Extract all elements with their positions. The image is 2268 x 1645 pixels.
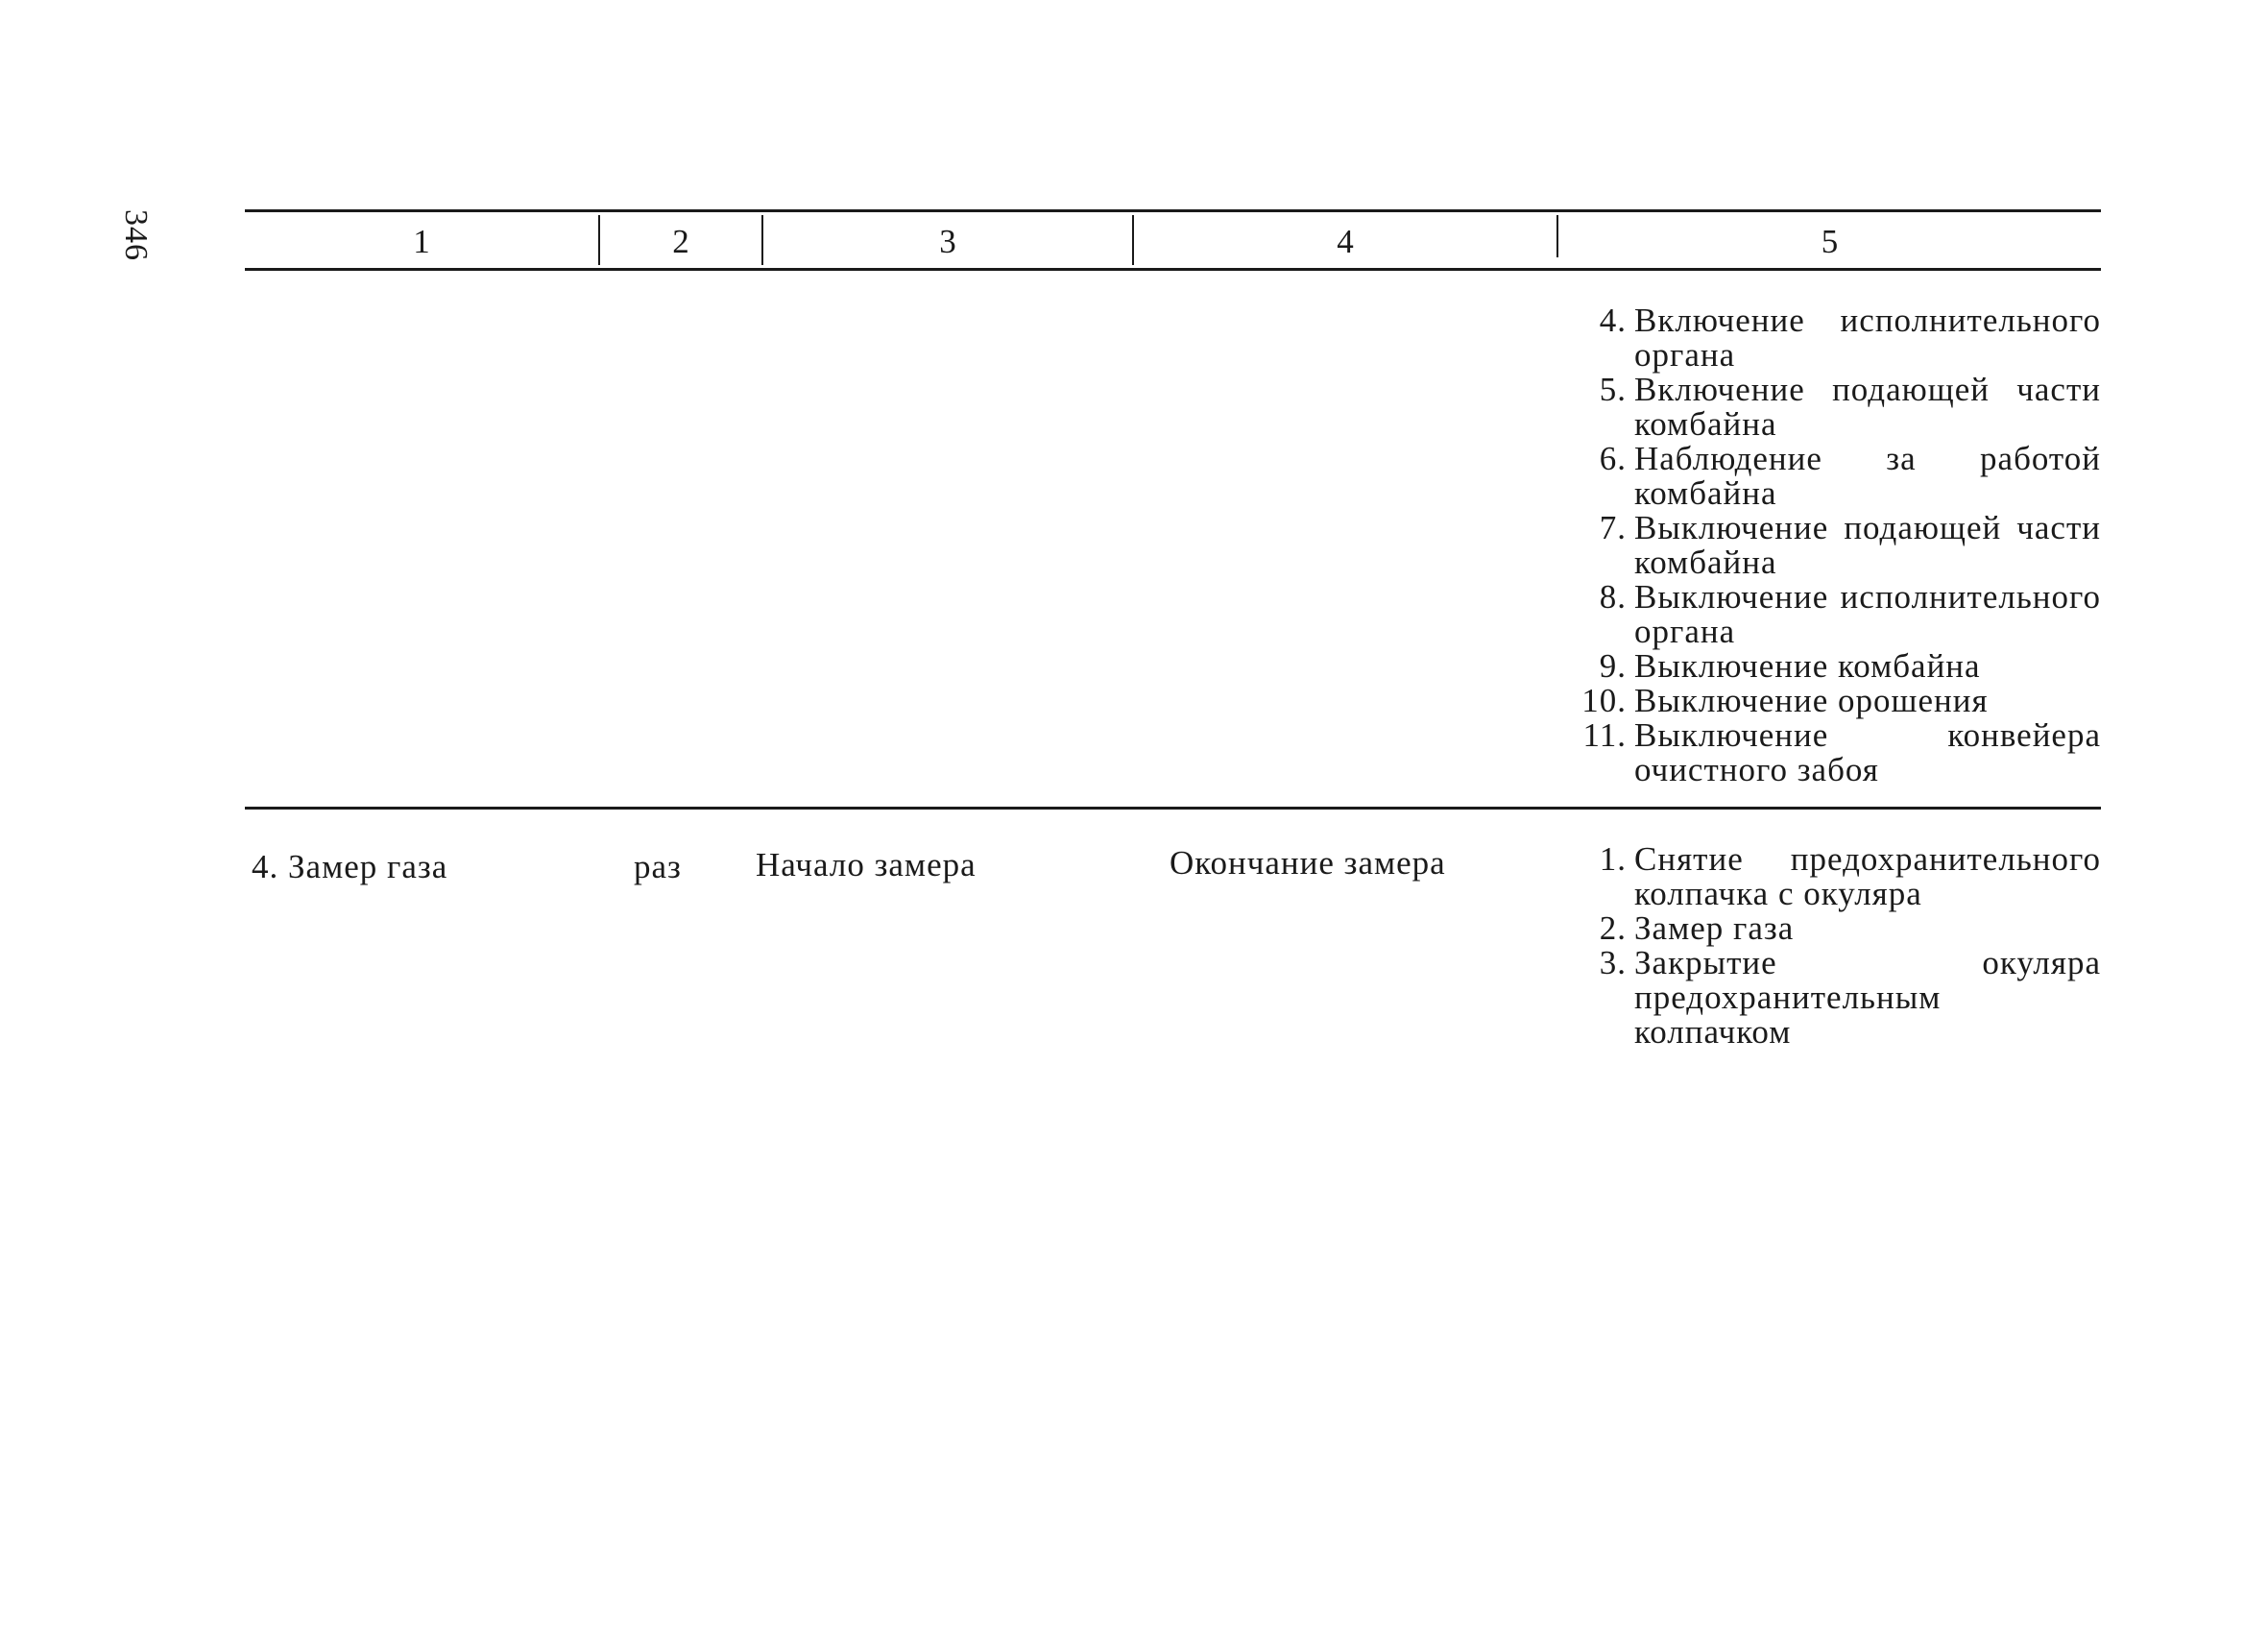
page-number: 346 xyxy=(118,209,154,261)
step-text: Выключение подающей части комбайна xyxy=(1634,509,2101,581)
list-item xyxy=(1575,580,2101,649)
list-item xyxy=(1575,911,2101,946)
header-col-3: 3 xyxy=(939,223,956,260)
row-col2-unit: раз xyxy=(634,848,682,885)
step-number: 6. xyxy=(1599,440,1627,477)
list-item xyxy=(1575,373,2101,442)
step-text: Закрытие окуляра предохранительным колпачком xyxy=(1634,944,2101,1051)
row-col1-operation: 4. Замер газа xyxy=(252,848,448,885)
list-item xyxy=(1575,718,2101,787)
row-col4-end: Окончание замера xyxy=(1170,844,1446,882)
step-text: Выключение исполнительного органа xyxy=(1634,578,2101,650)
step-text: Включение подающей части комбайна xyxy=(1634,371,2101,443)
header-col-4: 4 xyxy=(1337,223,1354,260)
step-number: 1. xyxy=(1599,840,1627,878)
step-number: 4. xyxy=(1599,302,1627,339)
step-text: Выключение конвейера очистного забоя xyxy=(1634,716,2101,788)
step-text: Включение исполнительного органа xyxy=(1634,302,2101,374)
list-item xyxy=(1575,303,2101,373)
table-header-bottom-rule xyxy=(245,268,2101,271)
step-number: 11. xyxy=(1582,716,1627,754)
step-number: 7. xyxy=(1599,509,1627,546)
list-item xyxy=(1575,842,2101,911)
step-text: Замер газа xyxy=(1634,909,1795,947)
list-item xyxy=(1575,684,2101,718)
list-item xyxy=(1575,442,2101,511)
row-col3-start: Начало замера xyxy=(756,846,977,883)
header-col-1: 1 xyxy=(413,223,430,260)
continuation-steps-list xyxy=(1575,303,2101,787)
row-steps-list xyxy=(1575,842,2101,1050)
step-number: 2. xyxy=(1599,909,1627,947)
step-number: 9. xyxy=(1599,647,1627,685)
step-text: Выключение орошения xyxy=(1634,682,1989,719)
step-text: Выключение комбайна xyxy=(1634,647,1981,685)
list-item xyxy=(1575,511,2101,580)
table-top-rule xyxy=(245,209,2101,212)
step-number: 5. xyxy=(1599,371,1627,408)
row-separator-rule xyxy=(245,807,2101,810)
header-col-2: 2 xyxy=(672,223,689,260)
step-number: 10. xyxy=(1581,682,1627,719)
step-number: 8. xyxy=(1599,578,1627,616)
list-item xyxy=(1575,649,2101,684)
step-text: Снятие предохранительного колпачка с окуляра xyxy=(1634,840,2101,912)
list-item xyxy=(1575,946,2101,1050)
header-col-5: 5 xyxy=(1821,223,1839,260)
step-number: 3. xyxy=(1599,944,1627,981)
step-text: Наблюдение за работой комбайна xyxy=(1634,440,2101,512)
